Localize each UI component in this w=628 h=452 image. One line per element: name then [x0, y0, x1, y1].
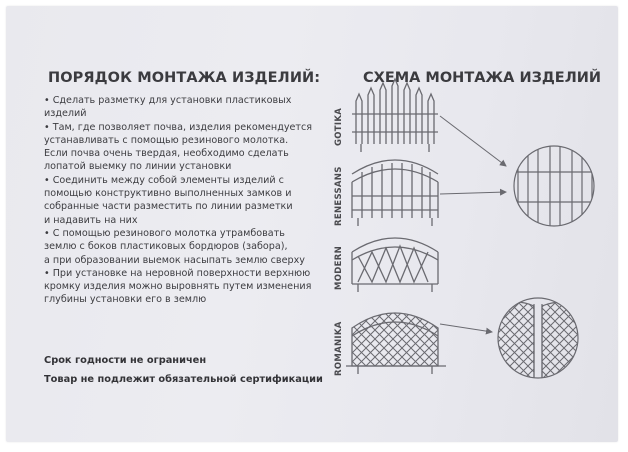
diagram-title: СХЕМА МОНТАЖА ИЗДЕЛИЙ	[363, 70, 602, 86]
step-line: собранные части разместить по линии разметки	[44, 201, 293, 213]
shelf-life-note: Срок годности не ограничен	[44, 355, 207, 366]
fence-renessans	[352, 160, 438, 226]
step-line: помощью конструктивно выполненных замков и	[44, 188, 292, 200]
step-line: • С помощью резинового молотка утрамбовать	[44, 227, 285, 239]
label-romanika: ROMANIKA	[334, 321, 344, 376]
instruction-sheet	[6, 6, 618, 442]
step-line: и надавить на них	[44, 214, 138, 226]
certification-note: Товар не подлежит обязательной сертификации	[44, 374, 323, 385]
step-line: • Там, где позволяет почва, изделия рекомендуется	[44, 121, 313, 133]
arrows-bottom	[440, 324, 492, 332]
detail-circle-bottom	[496, 298, 582, 386]
step-line: изделий	[44, 108, 87, 120]
label-modern: MODERN	[334, 245, 344, 290]
step-line: а при образовании выемок насыпать землю сверху	[44, 254, 305, 266]
step-line: • При установке на неровной поверхности верхнюю	[44, 267, 311, 279]
step-line: глубины установки его в землю	[44, 294, 207, 306]
step-line: лопатой выемку по линии установки	[44, 161, 232, 173]
step-line: кромку изделия можно выровнять путем изменения	[44, 281, 312, 293]
arrows-top	[440, 116, 506, 194]
detail-circle-top	[506, 136, 606, 236]
step-line: Если почва очень твердая, необходимо сделать	[44, 148, 289, 160]
step-line: землю с боков пластиковых бордюров (забора),	[44, 241, 288, 253]
fence-gotika	[352, 79, 438, 152]
step-line: • Сделать разметку для установки пластиковых	[44, 95, 292, 106]
step-line: • Соединить между собой элементы изделий с	[44, 174, 284, 186]
fence-modern	[352, 238, 438, 292]
assembly-diagram	[6, 6, 618, 442]
installation-title: ПОРЯДОК МОНТАЖА ИЗДЕЛИЙ:	[48, 70, 321, 86]
fence-romanika	[346, 313, 446, 374]
label-gotika: GOTIKA	[334, 107, 344, 146]
label-renessans: RENESSANS	[334, 166, 344, 226]
step-line: устанавливать с помощью резинового молотка.	[44, 134, 289, 146]
